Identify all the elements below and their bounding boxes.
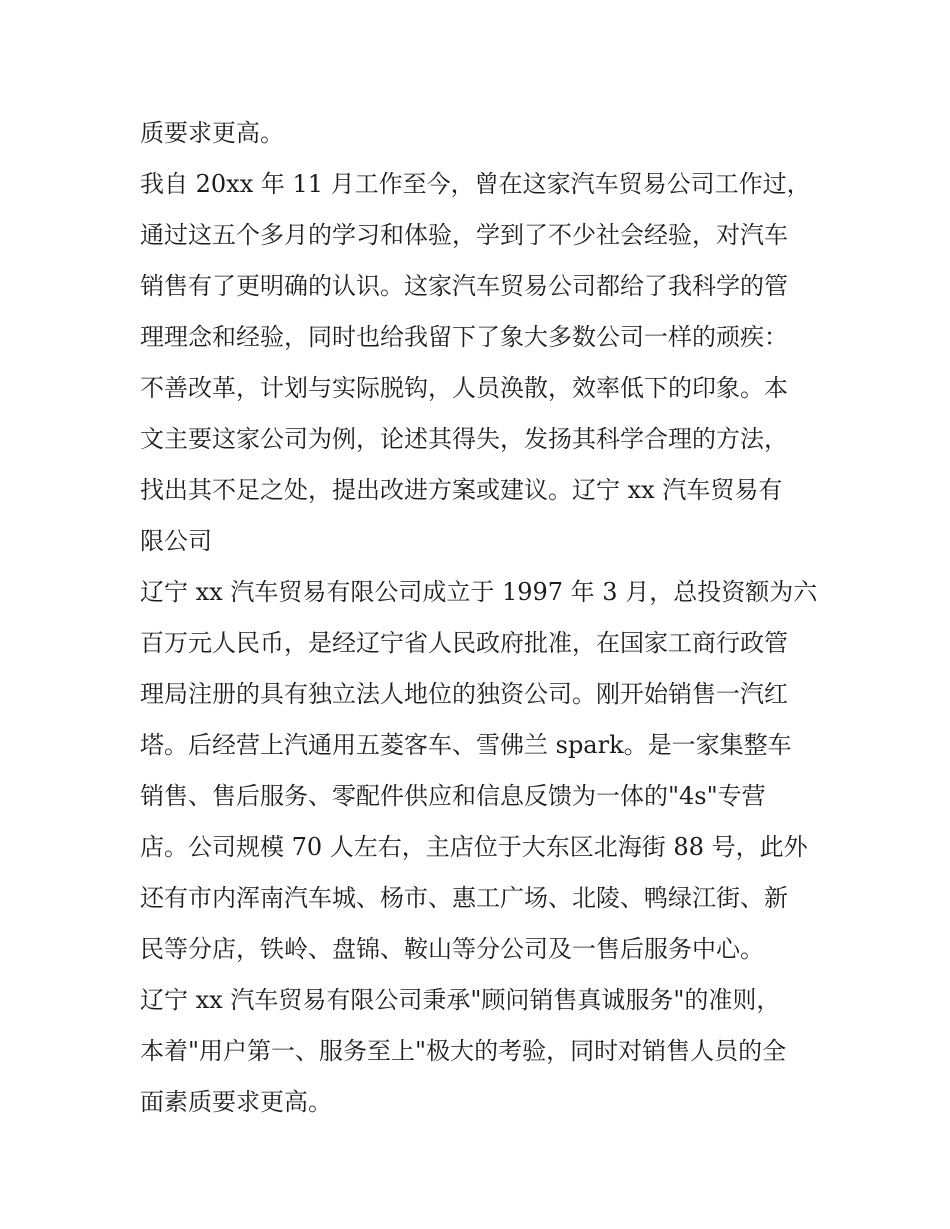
- text-line: 还有市内浑南汽车城、杨市、惠工广场、北陵、鸭绿江街、新: [140, 884, 788, 912]
- text-line: 店。公司规模 70 人左右，主店位于大东区北海街 88 号，此外: [140, 833, 808, 861]
- text-line: 本着"用户第一、服务至上"极大的考验，同时对销售人员的全: [140, 1037, 787, 1065]
- text-line: 辽宁 xx 汽车贸易有限公司秉承"顾问销售真诚服务"的准则，: [140, 986, 781, 1014]
- text-line: 理理念和经验，同时也给我留下了象大多数公司一样的顽疾：: [140, 323, 788, 351]
- text-line: 不善改革，计划与实际脱钩，人员涣散，效率低下的印象。本: [140, 374, 788, 402]
- text-line: 辽宁 xx 汽车贸易有限公司成立于 1997 年 3 月，总投资额为六: [140, 578, 818, 606]
- text-line: 面素质要求更高。: [140, 1088, 332, 1116]
- text-line: 我自 20xx 年 11 月工作至今，曾在这家汽车贸易公司工作过，: [140, 170, 811, 198]
- text-line: 限公司: [140, 527, 212, 555]
- text-line: 销售有了更明确的认识。这家汽车贸易公司都给了我科学的管: [140, 272, 788, 300]
- text-line: 百万元人民币，是经辽宁省人民政府批准，在国家工商行政管: [140, 629, 788, 657]
- text-line: 找出其不足之处，提出改进方案或建议。辽宁 xx 汽车贸易有: [140, 476, 783, 504]
- text-line: 文主要这家公司为例，论述其得失，发扬其科学合理的方法，: [140, 425, 788, 453]
- text-line: 民等分店，铁岭、盘锦、鞍山等分公司及一售后服务中心。: [140, 935, 764, 963]
- text-line: 塔。后经营上汽通用五菱客车、雪佛兰 spark。是一家集整车: [140, 731, 792, 759]
- text-line: 销售、售后服务、零配件供应和信息反馈为一体的"4s"专营: [140, 782, 766, 810]
- body-text: [140, 108, 820, 1128]
- text-line: 理局注册的具有独立法人地位的独资公司。刚开始销售一汽红: [140, 680, 788, 708]
- text-line: 通过这五个多月的学习和体验，学到了不少社会经验，对汽车: [140, 221, 788, 249]
- text-line: 质要求更高。: [140, 119, 284, 147]
